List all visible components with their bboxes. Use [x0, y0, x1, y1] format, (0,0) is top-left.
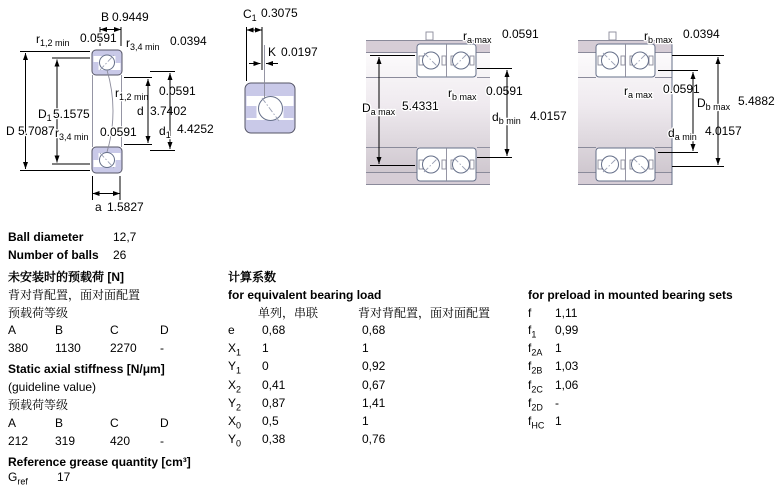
dim-db-min — [477, 69, 567, 158]
svg-text:0.0591: 0.0591 — [100, 125, 137, 139]
svg-text:0.0394: 0.0394 — [683, 27, 720, 41]
number-of-balls-value: 26 — [113, 248, 127, 262]
ball-detail — [259, 97, 283, 121]
svg-text:ra max: $r_{a max}$ — [624, 84, 653, 100]
label-r12-top — [36, 31, 117, 48]
svg-text:0.9449: 0.9449 — [112, 10, 149, 24]
label-ra-max-left — [463, 27, 539, 45]
svg-text:1.5827: 1.5827 — [107, 200, 144, 214]
svg-text:5.1575: 5.1575 — [53, 107, 90, 121]
col1-header: 单列，串联 — [258, 306, 319, 320]
drawing-mounting-right — [578, 27, 775, 185]
ball-diameter-label: Ball diameter — [8, 230, 84, 244]
svg-text:r1,2 min: $r_{1,2 min}$ — [36, 32, 70, 48]
col2-header: 背对背配置，面对面配置 — [358, 306, 491, 320]
label-r12-mid — [115, 84, 196, 102]
svg-text:5.7087: 5.7087 — [18, 124, 55, 138]
svg-text:0.0591: 0.0591 — [502, 27, 539, 41]
svg-text:5.4882: 5.4882 — [738, 94, 775, 108]
svg-text:0.0394: 0.0394 — [170, 34, 207, 48]
label-rb-max-right — [644, 27, 720, 45]
drawing-front-view — [6, 10, 214, 214]
svg-text:0.0591: 0.0591 — [80, 31, 117, 45]
svg-text:da min: $d_{a min}$ — [668, 126, 697, 142]
svg-text:5.4331: 5.4331 — [402, 99, 439, 113]
svg-text:C1: $C_1$ — [243, 7, 257, 23]
svg-text:r3,4 min: $r_{3,4 min}$ — [55, 126, 89, 142]
technical-drawings — [0, 0, 781, 228]
dim-a — [93, 176, 145, 214]
svg-text:3.7402: 3.7402 — [150, 104, 187, 118]
svg-text:B: B — [101, 10, 110, 24]
dim-K — [249, 45, 318, 64]
svg-text:r1,2 min: $r_{1,2 min}$ — [115, 86, 149, 102]
svg-text:K: K — [268, 45, 277, 59]
lubrication-slot — [426, 32, 433, 40]
label-r34-top — [126, 34, 207, 52]
svg-text:rb max: $r_{b max}$ — [448, 86, 477, 102]
svg-text:0.0591: 0.0591 — [663, 82, 700, 96]
svg-text:ra max: $r_{a max}$ — [463, 29, 492, 45]
drawing-detail-view — [243, 6, 318, 133]
svg-text:0.0591: 0.0591 — [486, 84, 523, 98]
svg-text:Db max: $D_{b max}$ — [697, 96, 731, 112]
svg-text:a: a — [95, 200, 102, 214]
dim-D1 — [38, 58, 90, 164]
svg-text:0.0591: 0.0591 — [159, 84, 196, 98]
lubrication-slot — [609, 32, 616, 40]
grease-value: 17 — [57, 470, 71, 484]
svg-text:4.0157: 4.0157 — [530, 109, 567, 123]
label-r34-mid — [55, 125, 137, 142]
drawing-mounting-left — [362, 27, 567, 185]
svg-text:d: d — [137, 104, 144, 118]
svg-text:4.0157: 4.0157 — [705, 124, 742, 138]
ball-diameter-value: 12,7 — [113, 230, 137, 244]
svg-text:d1: $d_1$ — [159, 124, 171, 140]
svg-text:D1: $D_1$ — [38, 107, 52, 123]
svg-text:0.3075: 0.3075 — [261, 6, 298, 20]
svg-text:Da max: $D_{a max}$ — [362, 101, 396, 117]
dim-Db-max — [672, 56, 775, 167]
svg-text:4.4252: 4.4252 — [177, 122, 214, 136]
svg-text:db min: $d_{b min}$ — [492, 110, 521, 126]
number-of-balls-label: Number of balls — [8, 248, 99, 262]
grease-symbol: $G_{ref}$ — [8, 470, 28, 487]
svg-text:r3,4 min: $r_{3,4 min}$ — [126, 36, 160, 52]
dim-C1 — [243, 6, 298, 81]
svg-text:0.0197: 0.0197 — [281, 45, 318, 59]
svg-text:rb max: $r_{b max}$ — [644, 29, 673, 45]
svg-text:D: D — [6, 124, 15, 138]
bearing-datasheet: D 5.7087 $D_1$ 5.1575 B 0.9449 $r_{1,2 min}$ 0.0591 $r_{3,4 min}$ 0.0394 $r_{1,2 min}$ 0.0591 $r_{3,4 min}$ 0.0591 d 3.7402 $d_1$ 4.4252 a 1.5827 $C_1$ 0.3075 K 0.0197 $r_{a max}$ 0.0591 $D_{a max}$ 5.4331 $r_{b max}$ 0.0591 $d_{b min}$ 4.0157 $r_{b max}$ 0.0394 $r_{a max}$ 0.0591 $d_{a min}$ 4.0157 $D_{b max}$ 5.4882 Ball diameter 12,7 Number of balls 26 未安装时的预载荷 [N] 背对背配置，面对面配置 预载荷等级 A B C D 380 1130 2270 - Static axial stiffness [N/μm] (guideline value) 预载荷等级 A B C D 212 319 420 - Reference grease quantity [cm³] $G_{ref}$ 17 计算系数 for equivalent bearing load 单列，串联 背对背配置，面对面配置 e 0,68 0,68 $X_1$ 1 1 $Y_1$ 0 0,92 $X_2$ 0,41 0,67 $Y_2$ 0,87 1,41 $X_0$ 0,5 1 $Y_0$ 0,38 0,76 for preload in mounted bearing sets f 1,11 $f_1$ 0,99 $f_{2A}$ 1 $f_{2B}$ 1,03 $f_{2C}$ 1,06 $f_{2D}$ - $f_{HC}$ 1 — [0, 0, 781, 498]
